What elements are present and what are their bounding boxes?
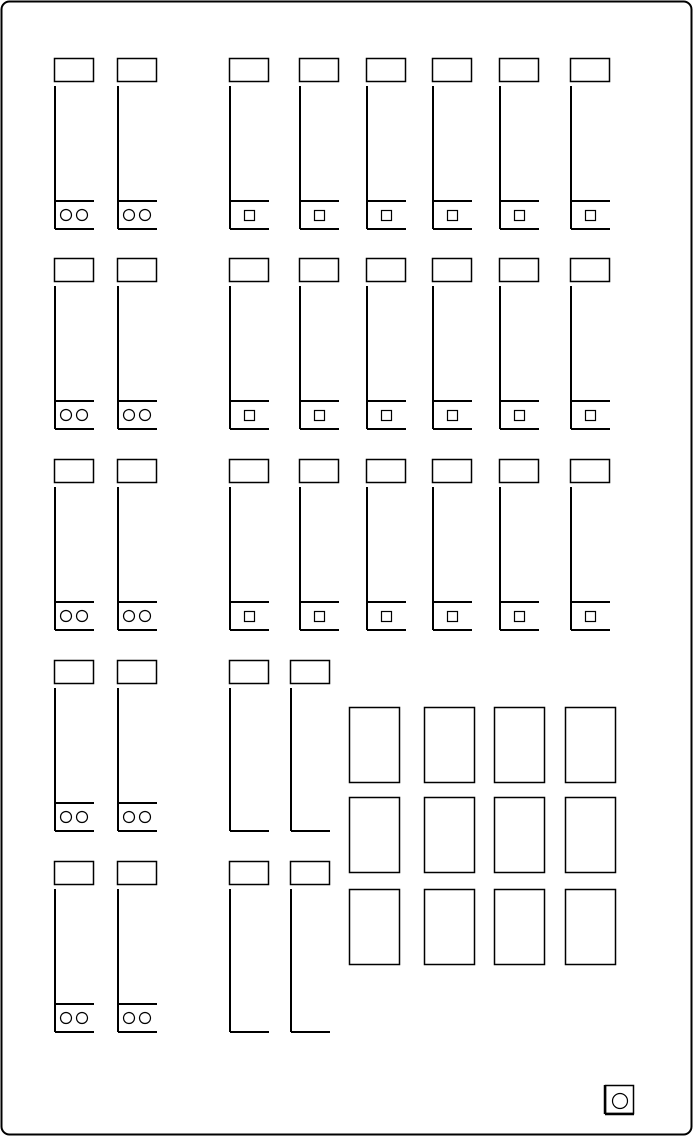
- fader-strip: [300, 460, 340, 631]
- label-box: [55, 259, 94, 282]
- label-box: [300, 460, 339, 483]
- indicator-circle: [61, 1013, 72, 1024]
- indicator-circle: [124, 1013, 135, 1024]
- label-box: [55, 460, 94, 483]
- indicator-circle: [77, 1013, 88, 1024]
- indicator-circle: [61, 611, 72, 622]
- grid-button: [425, 798, 475, 873]
- fader-strip: [571, 460, 611, 631]
- label-box: [433, 259, 472, 282]
- fader-strip: [500, 59, 540, 230]
- label-box: [500, 460, 539, 483]
- fader-strip: [291, 661, 331, 832]
- grid-button: [495, 798, 545, 873]
- fader-strip: [230, 59, 270, 230]
- grid-button: [350, 708, 400, 783]
- indicator-square: [448, 411, 458, 421]
- fader-strip: [291, 862, 331, 1033]
- indicator-square: [586, 411, 596, 421]
- indicator-square: [315, 411, 325, 421]
- indicator-circle: [61, 210, 72, 221]
- grid-button: [566, 890, 616, 965]
- indicator-circle: [61, 812, 72, 823]
- fader-strip: [118, 661, 158, 832]
- label-box: [300, 259, 339, 282]
- indicator-circle: [77, 812, 88, 823]
- fader-strip: [433, 259, 473, 430]
- indicator-circle: [140, 812, 151, 823]
- button-grid: [350, 708, 616, 965]
- label-box: [230, 59, 269, 82]
- indicator-square: [315, 211, 325, 221]
- label-box: [367, 259, 406, 282]
- grid-button: [566, 798, 616, 873]
- fader-strip: [230, 259, 270, 430]
- label-box: [55, 862, 94, 885]
- grid-button: [350, 890, 400, 965]
- fader-strip: [433, 59, 473, 230]
- indicator-square: [515, 411, 525, 421]
- label-box: [433, 460, 472, 483]
- indicator-square: [245, 211, 255, 221]
- label-box: [118, 460, 157, 483]
- fader-strip: [367, 460, 407, 631]
- label-box: [118, 862, 157, 885]
- knob-frame: [606, 1086, 634, 1114]
- indicator-square: [448, 211, 458, 221]
- label-box: [571, 59, 610, 82]
- indicator-circle: [77, 611, 88, 622]
- label-box: [291, 862, 330, 885]
- label-box: [55, 59, 94, 82]
- grid-button: [350, 798, 400, 873]
- indicator-circle: [77, 210, 88, 221]
- indicator-square: [515, 211, 525, 221]
- corner-control: [605, 1085, 634, 1114]
- indicator-circle: [61, 410, 72, 421]
- fader-strip: [367, 59, 407, 230]
- label-box: [55, 661, 94, 684]
- indicator-circle: [77, 410, 88, 421]
- grid-button: [495, 890, 545, 965]
- fader-strip: [118, 59, 158, 230]
- fader-strip: [300, 259, 340, 430]
- fader-strip: [571, 59, 611, 230]
- fader-strip: [55, 661, 95, 832]
- fader-strip: [118, 862, 158, 1033]
- fader-strip: [230, 460, 270, 631]
- fader-strip: [55, 259, 95, 430]
- label-box: [367, 59, 406, 82]
- indicator-square: [382, 612, 392, 622]
- label-box: [230, 862, 269, 885]
- label-box: [571, 460, 610, 483]
- label-box: [230, 259, 269, 282]
- fader-strip: [230, 661, 270, 832]
- indicator-square: [315, 612, 325, 622]
- indicator-square: [448, 612, 458, 622]
- fader-strip: [118, 460, 158, 631]
- indicator-circle: [140, 210, 151, 221]
- fader-strip: [55, 862, 95, 1033]
- label-box: [367, 460, 406, 483]
- grid-button: [425, 708, 475, 783]
- label-box: [500, 259, 539, 282]
- grid-button: [566, 708, 616, 783]
- indicator-square: [382, 211, 392, 221]
- indicator-circle: [140, 410, 151, 421]
- label-box: [118, 661, 157, 684]
- fader-strip: [433, 460, 473, 631]
- indicator-circle: [124, 210, 135, 221]
- fader-strip: [230, 862, 270, 1033]
- indicator-square: [515, 612, 525, 622]
- fader-strips: [55, 59, 611, 1033]
- indicator-square: [382, 411, 392, 421]
- fader-strip: [300, 59, 340, 230]
- fader-strip: [55, 59, 95, 230]
- indicator-circle: [124, 410, 135, 421]
- label-box: [230, 661, 269, 684]
- fader-strip: [500, 460, 540, 631]
- fader-strip: [118, 259, 158, 430]
- label-box: [118, 59, 157, 82]
- indicator-circle: [140, 1013, 151, 1024]
- label-box: [433, 59, 472, 82]
- indicator-circle: [140, 611, 151, 622]
- knob-circle: [613, 1094, 628, 1109]
- label-box: [300, 59, 339, 82]
- indicator-square: [586, 612, 596, 622]
- indicator-circle: [124, 812, 135, 823]
- fader-strip: [367, 259, 407, 430]
- indicator-circle: [124, 611, 135, 622]
- indicator-square: [586, 211, 596, 221]
- fader-strip: [571, 259, 611, 430]
- fader-strip: [55, 460, 95, 631]
- fader-strip: [500, 259, 540, 430]
- grid-button: [495, 708, 545, 783]
- label-box: [291, 661, 330, 684]
- label-box: [571, 259, 610, 282]
- indicator-square: [245, 612, 255, 622]
- label-box: [500, 59, 539, 82]
- label-box: [118, 259, 157, 282]
- indicator-square: [245, 411, 255, 421]
- grid-button: [425, 890, 475, 965]
- label-box: [230, 460, 269, 483]
